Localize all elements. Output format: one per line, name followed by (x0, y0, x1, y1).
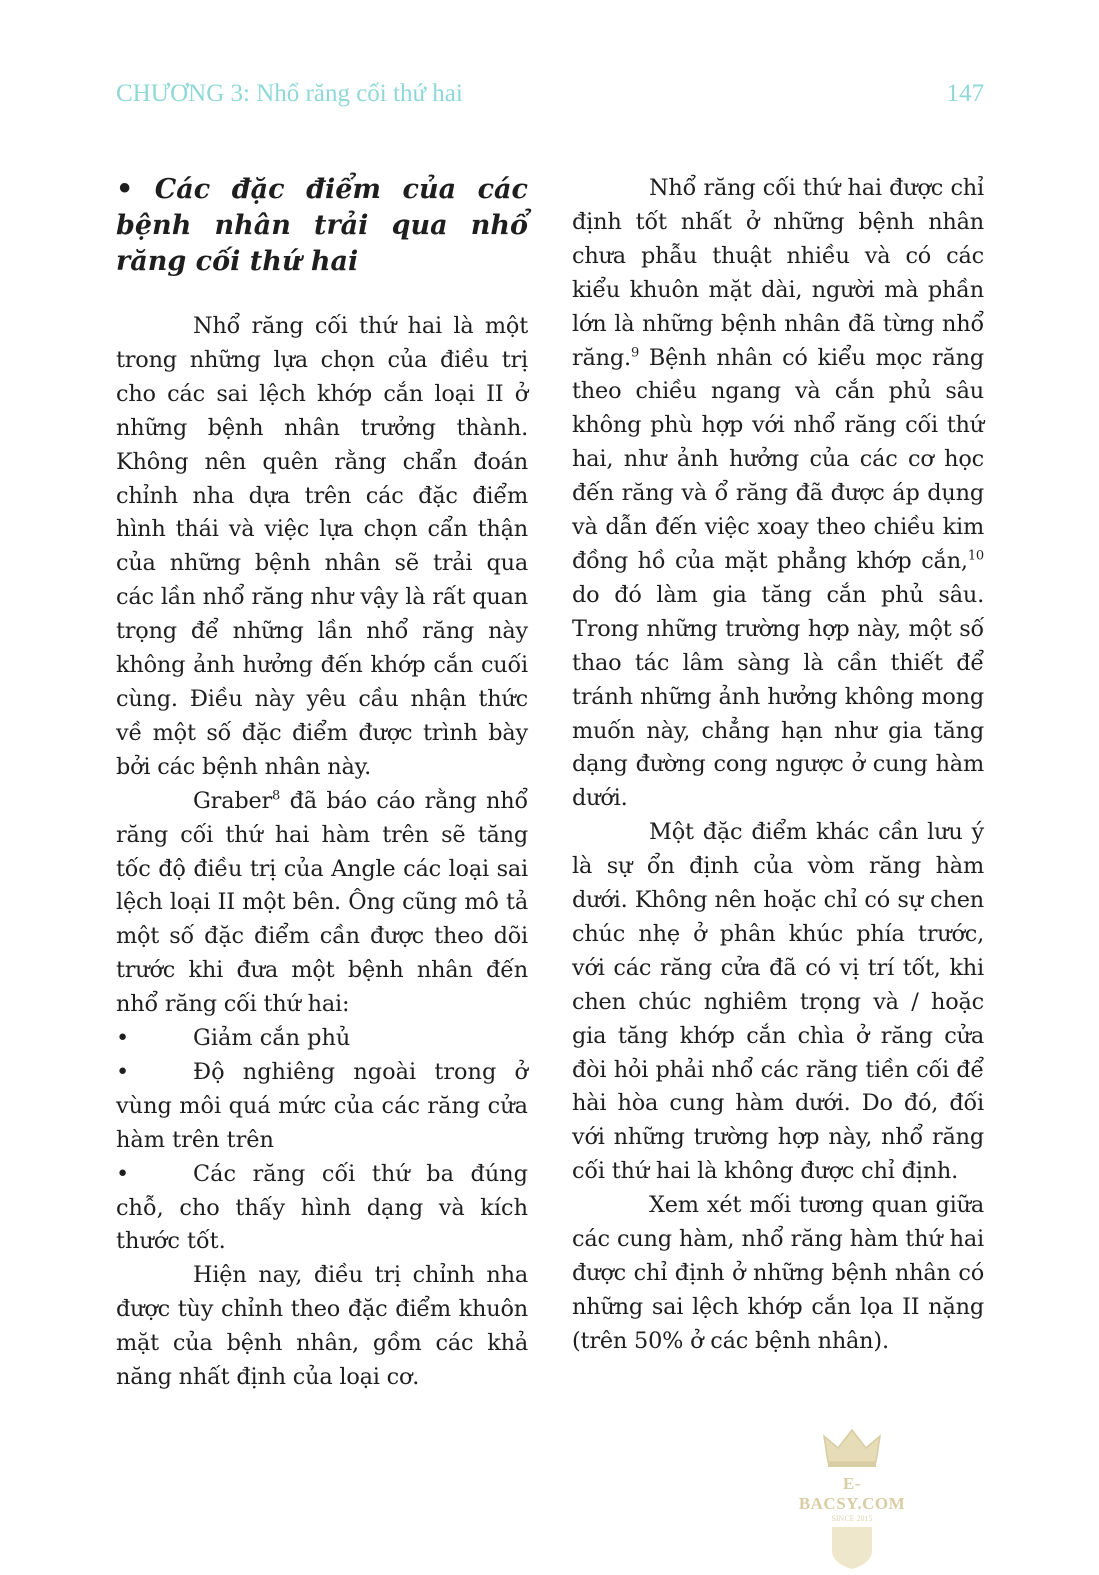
left-column (116, 172, 528, 1395)
page-number: 147 (946, 80, 984, 107)
bullet-text: Các răng cối thứ ba đúng chỗ, cho thấy hình dạng và kích thước tốt. (116, 1160, 528, 1255)
bullet-item (116, 1056, 528, 1158)
bullet-marker: • (116, 1160, 130, 1187)
paragraph: Xem xét mối tương quan giữa các cung hàm, nhổ răng hàm thứ hai được chỉ định ở những bệnh nhân có những sai lệch khớp cắn lọa II nặng (trên 50% ở các bệnh nhân). (572, 1192, 984, 1354)
paragraph: Hiện nay, điều trị chỉnh nha được tùy chỉnh theo đặc điểm khuôn mặt của bệnh nhân, gồm các khả năng nhất định của loại cơ. (116, 1262, 528, 1391)
watermark-logo (790, 1428, 914, 1558)
right-column (572, 172, 984, 1359)
shield-icon (828, 1523, 876, 1571)
paragraph-text: do đó làm gia tăng cắn phủ sâu. Trong những trường hợp này, một số thao tác lâm sàng là cần thiết để tránh những ảnh hưởng không mong muốn này, chẳng hạn như gia tăng dạng đường cong ngược ở cung hàm dưới. (572, 581, 984, 812)
author-name: Graber (193, 787, 273, 814)
paragraph-text: đã báo cáo rằng nhổ răng cối thứ hai hàm trên sẽ tăng tốc độ điều trị của Angle các loại sai lệch loại II một bên. Ông cũng mô tả một số đặc điểm cần được theo dõi trước khi đưa một bệnh nhân đến nhổ răng cối thứ hai: (116, 787, 528, 1018)
crown-icon (822, 1428, 882, 1468)
paragraph-text: Nhổ răng cối thứ hai được chỉ định tốt nhất ở những bệnh nhân chưa phẫu thuật nhiều và có các kiểu khuôn mặt dài, người mà phần lớn là những bệnh nhân đã từng nhổ răng. (572, 175, 984, 371)
citation-ref: 9 (630, 345, 640, 361)
bullet-text: Độ nghiêng ngoài trong ở vùng môi quá mức của các răng cửa hàm trên trên (116, 1058, 528, 1153)
bullet-text: Giảm cắn phủ (193, 1025, 351, 1052)
watermark-label: E-BACSY.COM (798, 1474, 906, 1513)
chapter-title: CHƯƠNG 3: Nhổ răng cối thứ hai (116, 80, 463, 107)
paragraph-text: Bệnh nhân có kiểu mọc răng theo chiều ngang và cắn phủ sâu không phù hợp với nhổ răng cối thứ hai, như ảnh hưởng của các cơ học đến răng và ổ răng đã được áp dụng và dẫn đến việc xoay theo chiều kim đồng hồ của mặt phẳng khớp cắn, (572, 344, 984, 574)
citation-ref: 8 (272, 788, 281, 804)
bullet-marker: • (116, 1025, 130, 1052)
section-heading: • Các đặc điểm của các bệnh nhân trải qua nhổ răng cối thứ hai (116, 174, 528, 277)
citation-ref: 10 (967, 548, 984, 564)
paragraph (572, 172, 984, 816)
bullet-item (116, 1022, 528, 1056)
bullet-marker: • (116, 1058, 130, 1085)
bullet-item (116, 1158, 528, 1260)
watermark-since: SINCE 2015 (831, 1514, 873, 1523)
paragraph (116, 785, 528, 1022)
running-header (116, 80, 984, 120)
paragraph: Một đặc điểm khác cần lưu ý là sự ổn định của vòm răng hàm dưới. Không nên hoặc chỉ có sự chen chúc nhẹ ở phân khúc phía trước, với các răng cửa đã có vị trí tốt, khi chen chúc nghiêm trọng và / hoặc gia tăng khớp cắn chìa ở răng cửa đòi hỏi phải nhổ các răng tiền cối để hài hòa cung hàm dưới. Do đó, đối với những trường hợp này, nhổ răng cối thứ hai là không được chỉ định. (572, 819, 984, 1185)
paragraph: Nhổ răng cối thứ hai là một trong những lựa chọn của điều trị cho các sai lệch khớp cắn loại II ở những bệnh nhân trưởng thành. Không nên quên rằng chẩn đoán chỉnh nha dựa trên các đặc điểm hình thái và việc lựa chọn cẩn thận của những bệnh nhân sẽ trải qua các lần nhổ răng như vậy là rất quan trọng để những lần nhổ răng này không ảnh hưởng đến khớp cắn cuối cùng. Điều này yêu cầu nhận thức về một số đặc điểm được trình bày bởi các bệnh nhân này. (116, 313, 528, 780)
